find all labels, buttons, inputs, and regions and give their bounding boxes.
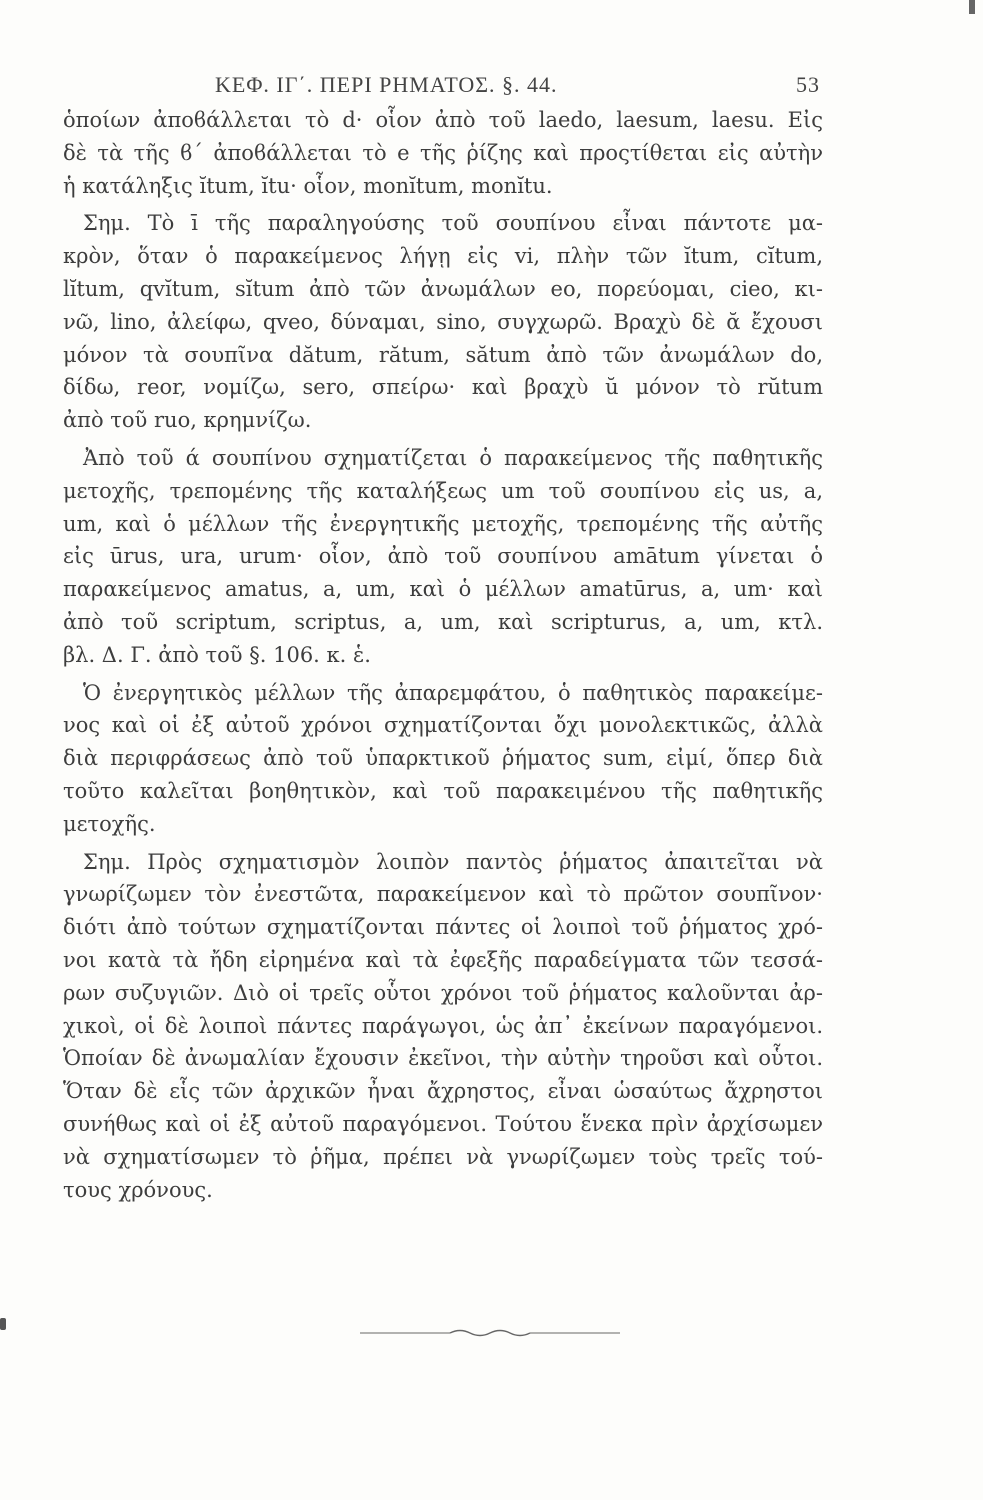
text-line: μόνον τὰ σουπῖνα dătum, rătum, sătum ἀπὸ τῶν ἀνωμάλων do,	[63, 342, 823, 367]
text-line: Σημ. Πρὸς σχηματισμὸν λοιπὸν παντὸς ῥήματος ἀπαιτεῖται νὰ	[83, 849, 823, 874]
text-line: νὰ σχηματίσωμεν τὸ ῥῆμα, πρέπει νὰ γνωρίζωμεν τοὺς τρεῖς τού-	[63, 1144, 823, 1169]
text-line: Ὁποίαν δὲ ἀνωμαλίαν ἔχουσιν ἐκεῖνοι, τὴν αὐτὴν τηροῦσι καὶ οὗτοι.	[63, 1046, 823, 1071]
text-line: χικοὶ, οἱ δὲ λοιποὶ πάντες παράγωγοι, ὡς ἀπ᾿ ἐκείνων παραγόμενοι.	[63, 1013, 823, 1038]
text-line: Ὁ ἐνεργητικὸς μέλλων τῆς ἀπαρεμφάτου, ὁ παθητικὸς παρακείμε-	[83, 680, 823, 705]
text-line: τοῦτο καλεῖται βοηθητικὸν, καὶ τοῦ παρακειμένου τῆς παθητικῆς	[63, 778, 823, 803]
text-line: ἀπὸ τοῦ ruo, κρημνίζω.	[63, 408, 312, 433]
text-line: Ἀπὸ τοῦ ά σουπίνου σχηματίζεται ὁ παρακείμενος τῆς παθητικῆς	[83, 445, 823, 470]
running-header	[215, 72, 820, 106]
scan-corner-mark	[969, 0, 975, 14]
text-line: Ὅταν δὲ εἷς τῶν ἀρχικῶν ἦναι ἄχρηστος, εἶναι ὡσαύτως ἄχρηστοι	[63, 1079, 823, 1104]
page-body	[63, 104, 823, 1206]
text-line: ρων συζυγιῶν. Διὸ οἱ τρεῖς οὗτοι χρόνοι τοῦ ῥήματος καλοῦνται ἀρ-	[63, 980, 823, 1005]
paragraph	[63, 442, 823, 672]
paragraph	[63, 207, 823, 437]
text-line: μετοχῆς.	[63, 811, 156, 836]
text-line: δίδω, reor, νομίζω, sero, σπείρω· καὶ βραχὺ ŭ μόνον τὸ rŭtum	[63, 375, 823, 400]
text-line: νῶ, lino, ἀλείφω, qveo, δύναμαι, sino, συγχωρῶ. Βραχὺ δὲ ᾰ ἔχουσι	[63, 309, 823, 334]
paragraph	[63, 104, 823, 202]
text-line: παρακείμενος amatus, a, um, καὶ ὁ μέλλων amatūrus, a, um· καὶ	[63, 577, 823, 602]
page-number: 53	[796, 72, 820, 97]
text-line: ἀπὸ τοῦ scriptum, scriptus, a, um, καὶ scripturus, a, um, κτλ.	[63, 609, 823, 634]
text-line: διὰ περιφράσεως ἀπὸ τοῦ ὑπαρκτικοῦ ῥήματος sum, εἰμί, ὅπερ διὰ	[63, 746, 823, 771]
chapter-title: ΚΕΦ. ΙΓ΄. ΠΕΡΙ ΡΗΜΑΤΟΣ. §. 44.	[215, 72, 558, 97]
paragraph	[63, 677, 823, 841]
text-line: διότι ἀπὸ τούτων σχηματίζονται πάντες οἱ λοιποὶ τοῦ ῥήματος χρό-	[63, 915, 823, 940]
text-line: μετοχῆς, τρεπομένης τῆς καταλήξεως um τοῦ σουπίνου εἰς us, a,	[63, 478, 823, 503]
text-line: τους χρόνους.	[63, 1177, 213, 1202]
text-line: νοι κατὰ τὰ ἤδη εἰρημένα καὶ τὰ ἐφεξῆς παραδείγματα τῶν τεσσά-	[63, 947, 823, 972]
text-line: γνωρίζωμεν τὸν ἐνεστῶτα, παρακείμενον καὶ τὸ πρῶτον σουπῖνον·	[63, 882, 823, 907]
text-line: um, καὶ ὁ μέλλων τῆς ἐνεργητικῆς μετοχῆς, τρεπομένης τῆς αὐτῆς	[63, 511, 823, 536]
text-line: Σημ. Τὸ ī τῆς παραληγούσης τοῦ σουπίνου εἶναι πάντοτε μα-	[83, 211, 823, 236]
text-line: lĭtum, qvĭtum, sĭtum ἀπὸ τῶν ἀνωμάλων eo, πορεύομαι, cieo, κι-	[63, 276, 823, 301]
text-line: ὁποίων ἀποϐάλλεται τὸ d· οἷον ἀπὸ τοῦ laedo, laesum, laesu. Εἰς	[63, 108, 823, 132]
text-line: συνήθως καὶ οἱ ἐξ αὐτοῦ παραγόμενοι. Τούτου ἕνεκα πρὶν ἀρχίσωμεν	[63, 1111, 823, 1136]
text-line: δὲ τὰ τῆς ϐ΄ ἀποϐάλλεται τὸ e τῆς ῥίζης καὶ προςτίθεται εἰς αὐτὴν	[63, 140, 823, 165]
text-line: εἰς ūrus, ura, urum· οἷον, ἀπὸ τοῦ σουπίνου amātum γίνεται ὁ	[63, 544, 823, 569]
margin-mark	[0, 1318, 6, 1330]
text-line: βλ. Δ. Γ. ἀπὸ τοῦ §. 106. κ. ἑ.	[63, 642, 371, 667]
end-ornament	[360, 1326, 620, 1340]
text-line: κρὸν, ὅταν ὁ παρακείμενος λήγῃ εἰς vi, πλὴν τῶν ĭtum, cĭtum,	[63, 244, 823, 269]
text-line: νος καὶ οἱ ἐξ αὐτοῦ χρόνοι σχηματίζονται ὄχι μονολεκτικῶς, ἀλλὰ	[63, 713, 823, 738]
text-line: ἡ κατάληξις ĭtum, ĭtu· οἷον, monĭtum, monĭtu.	[63, 173, 553, 198]
paragraph	[63, 846, 823, 1207]
